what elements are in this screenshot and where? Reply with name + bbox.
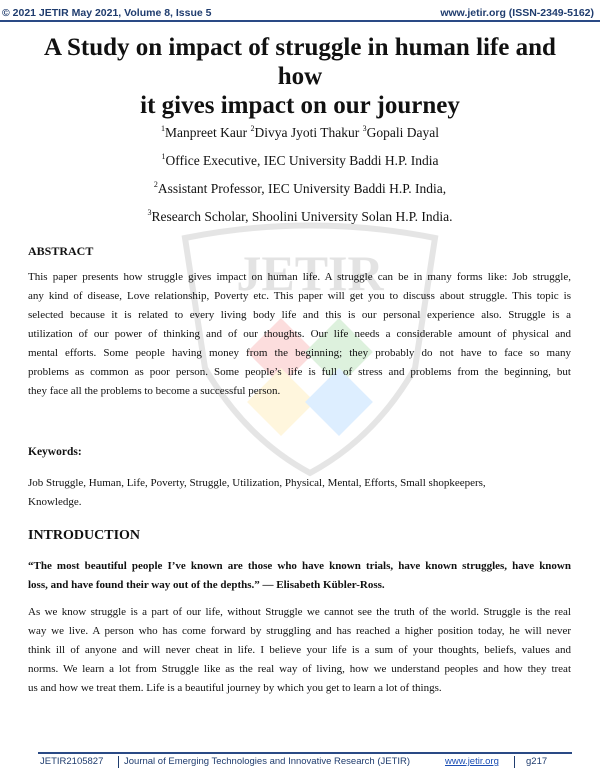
header-citation: © 2021 JETIR May 2021, Volume 8, Issue 5: [2, 7, 212, 19]
quote-line: “The most beautiful people I’ve known are those who have known trials, have known struggles, have known: [28, 560, 571, 572]
intro-line: norms. We learn a lot from Struggle like as the real way of living, how we understand peoples and how they treat: [28, 663, 571, 675]
title-line-1: A Study on impact of struggle in human life and how: [44, 34, 556, 90]
intro-line: As we know struggle is a part of our life, without Struggle we cannot see the truth of the world. Struggle is the real: [28, 606, 571, 618]
abstract-line: utilization of our power of thinking and of our thoughts. Our life needs a considerable amount of physical and: [28, 328, 571, 340]
keywords-body: [28, 474, 571, 512]
introduction-body: [28, 603, 571, 698]
author-block: [0, 117, 600, 225]
footer-separator: [514, 756, 515, 768]
running-footer: [40, 756, 572, 770]
abstract-body: [28, 268, 571, 401]
abstract-line: they face all the problems to become a successful person.: [28, 385, 281, 397]
abstract-line: mental efforts. Some people having money from the beginning; they probably do not have to face so many: [28, 347, 571, 359]
keywords-heading: Keywords:: [28, 446, 82, 458]
footer-separator: [118, 756, 119, 768]
footer-page-number: g217: [526, 756, 548, 767]
intro-line: way we live. A person who has come forward by struggling and has reached a higher position today, he will never: [28, 625, 571, 637]
header-rule: [0, 20, 600, 22]
introduction-heading: INTRODUCTION: [28, 528, 141, 543]
author-1: Manpreet Kaur: [165, 125, 251, 140]
keywords-line: Job Struggle, Human, Life, Poverty, Struggle, Utilization, Physical, Mental, Efforts, Small shopkeepers,: [28, 477, 486, 489]
footer-rule: [38, 752, 572, 754]
author-3: Gopali Dayal: [366, 125, 439, 140]
abstract-line: any kind of disease, Love relationship, Poverty etc. This paper will get you to discuss about struggle. This topic is: [28, 290, 571, 302]
footer-paper-id: JETIR2105827: [40, 756, 104, 767]
title-line-2: it gives impact on our journey: [140, 92, 460, 119]
intro-line: think ill of anyone and will never cheat in life. I believe your life is a sum of your thoughts, beliefs, values and: [28, 644, 571, 656]
abstract-line: selected because it is related to every living body life and this is our personal experience also. Struggle is a: [28, 309, 571, 321]
intro-line: us and how we treat them. Life is a beautiful journey by which you get to learn a lot of things.: [28, 682, 442, 694]
affiliation-3: $^3$Research Scholar, Shoolini University Solan H.P. India.: [147, 208, 453, 224]
svg-text:JETIR: JETIR: [236, 245, 384, 301]
epigraph-quote: [28, 557, 571, 595]
paper-title: [20, 33, 580, 120]
author-2: Divya Jyoti Thakur: [254, 125, 363, 140]
author-names: $^1$Manpreet Kaur $^2$Divya Jyoti Thakur $^3$Gopali Dayal: [161, 124, 439, 140]
footer-website-link[interactable]: www.jetir.org: [445, 756, 499, 767]
abstract-line: This paper presents how struggle gives impact on human life. A struggle can be in many forms like: Job struggle,: [28, 271, 571, 283]
affiliation-2: $^2$Assistant Professor, IEC University Baddi H.P. India,: [153, 180, 447, 196]
abstract-heading: ABSTRACT: [28, 244, 94, 258]
header-website: www.jetir.org (ISSN-2349-5162): [440, 7, 594, 19]
abstract-line: problems as common as poor person. Some people’s life is full of stress and problems from the beginning, but: [28, 366, 571, 378]
quote-line: loss, and have found their way out of the depths.” — Elisabeth Kübler-Ross.: [28, 579, 385, 591]
keywords-line: Knowledge.: [28, 496, 82, 508]
affiliation-1: $^1$Office Executive, IEC University Baddi H.P. India: [161, 152, 439, 168]
footer-journal-name: Journal of Emerging Technologies and Innovative Research (JETIR): [124, 756, 411, 767]
